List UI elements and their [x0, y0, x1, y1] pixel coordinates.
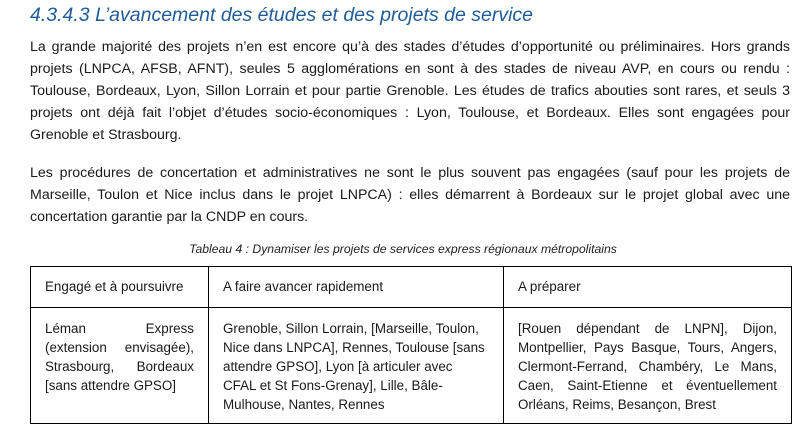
paragraph-study-progress: La grande majorité des projets n’en est encore qu’à des stades d’études d’opportunité ou préliminaires. Hors grands projets (LNPCA, AFSB, AFNT), seules 5 agglomérations en sont à des stades de niveau AVP, en cours ou rendu : Toulouse, Bordeaux, Lyon, Sillon Lorrain et pour partie Grenoble. Les études de trafics abouties sont rares, et seuls 3 projets ont déjà fait l’objet d’études socio-économiques : Lyon, Toulouse, et Bordeaux. Elles sont engagées pour Grenoble et Strasbourg.: [30, 39, 790, 143]
table-caption: Tableau 4 : Dynamiser les projets de services express régionaux métropolitains: [189, 242, 617, 256]
projects-table: [30, 266, 792, 424]
cell-engaged: Léman Express (extension envisagée), Strasbourg, Bordeaux [sans attendre GPSO]: [31, 308, 209, 424]
table-header-row: [31, 267, 792, 308]
header-prepare: A préparer: [504, 267, 792, 308]
header-engaged: Engagé et à poursuivre: [31, 267, 209, 308]
cell-accelerate: Grenoble, Sillon Lorrain, [Marseille, Toulon, Nice dans LNPCA], Rennes, Toulouse [sans attendre GPSO], Lyon [à articuler avec CFAL et St Fons-Grenay], Lille, Bâle-Mulhouse, Nantes, Rennes: [209, 308, 504, 424]
section-title: L’avancement des études et des projets de service: [95, 4, 533, 26]
section-heading: [30, 4, 533, 27]
header-accelerate: A faire avancer rapidement: [209, 267, 504, 308]
paragraph-consultation: Les procédures de concertation et administratives ne sont le plus souvent pas engagées (sauf pour les projets de Marseille, Toulon et Nice inclus dans le projet LNPCA) : elles démarrent à Bordeaux sur le projet global avec une concertation garantie par la CNDP en cours.: [30, 165, 790, 225]
table-row: [31, 308, 792, 424]
cell-prepare: [Rouen dépendant de LNPN], Dijon, Montpellier, Pays Basque, Tours, Angers, Clermont-Ferrand, Chambéry, Le Mans, Caen, Saint-Etienne et éventuellement Orléans, Reims, Besançon, Brest: [504, 308, 792, 424]
section-number: 4.3.4.3: [30, 4, 90, 26]
